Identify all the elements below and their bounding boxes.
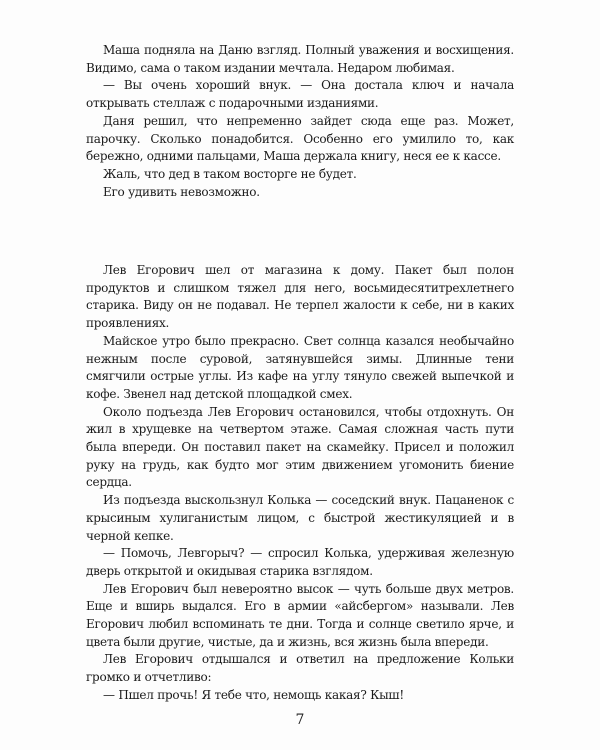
paragraph: Майское утро было прекрасно. Свет солнца казался необычайно нежным после суровой, затянувшейся зимы. Длинные тени смягчили острые углы. Из кафе на углу тянуло свежей выпечкой и кофе. Звенел над детской площадкой смех. (86, 333, 514, 401)
text-section-lev-egorovich (86, 262, 514, 705)
paragraph: Около подъезда Лев Егорович остановился, чтобы отдохнуть. Он жил в хрущевке на четвертом этаже. Самая сложная часть пути была впереди. Он поставил пакет на скамейку. Присел и положил руку на грудь, как будто мог этим движением угомонить биение сердца. (86, 404, 514, 490)
text-section-shop (86, 42, 514, 201)
paragraph: Даня решил, что непременно зайдет сюда еще раз. Может, парочку. Сколько понадобится. Особенно его умилило то, как бережно, одними пальцами, Маша держала книгу, неся ее к кассе. (86, 113, 514, 164)
paragraph: Лев Егорович шел от магазина к дому. Пакет был полон продуктов и слишком тяжел для него, восьмидесятитрехлетнего старика. Виду он не подавал. Не терпел жалости к себе, ни в каких проявлениях. (86, 263, 514, 331)
paragraph: — Помочь, Левгорыч? — спросил Колька, удерживая железную дверь открытой и окидывая старика взглядом. (86, 546, 514, 578)
paragraph: Из подъезда выскользнул Колька — соседский внук. Пацаненок с крысиным хулиганистым лицом, с быстрой жестикуляцией и в черной кепке. (86, 493, 514, 543)
paragraph: Лев Егорович был невероятно высок — чуть больше двух метров. Еще и вширь выдался. Его в армии «айсбергом» называли. Лев Егорович любил вспоминать те дни. Тогда и солнце светило ярче, и цвета были другие, чистые, да и жизнь, вся жизнь была впереди. (86, 581, 514, 649)
paragraph: — Пшел прочь! Я тебе что, немощь какая? Кыш! (103, 687, 404, 702)
paragraph: Маша подняла на Даню взгляд. Полный уважения и восхищения. Видимо, сама о таком издании мечтала. Недаром любимая. (86, 43, 514, 75)
paragraph: Лев Егорович отдышался и ответил на предложение Кольки громко и отчетливо: (86, 652, 514, 685)
page-number: 7 (295, 712, 305, 728)
paragraph: — Вы очень хороший внук. — Она достала ключ и начала открывать стеллаж с подарочными изданиями. (86, 78, 514, 111)
paragraph: Его удивить невозможно. (103, 184, 260, 199)
paragraph: Жаль, что дед в таком восторге не будет. (103, 166, 357, 181)
